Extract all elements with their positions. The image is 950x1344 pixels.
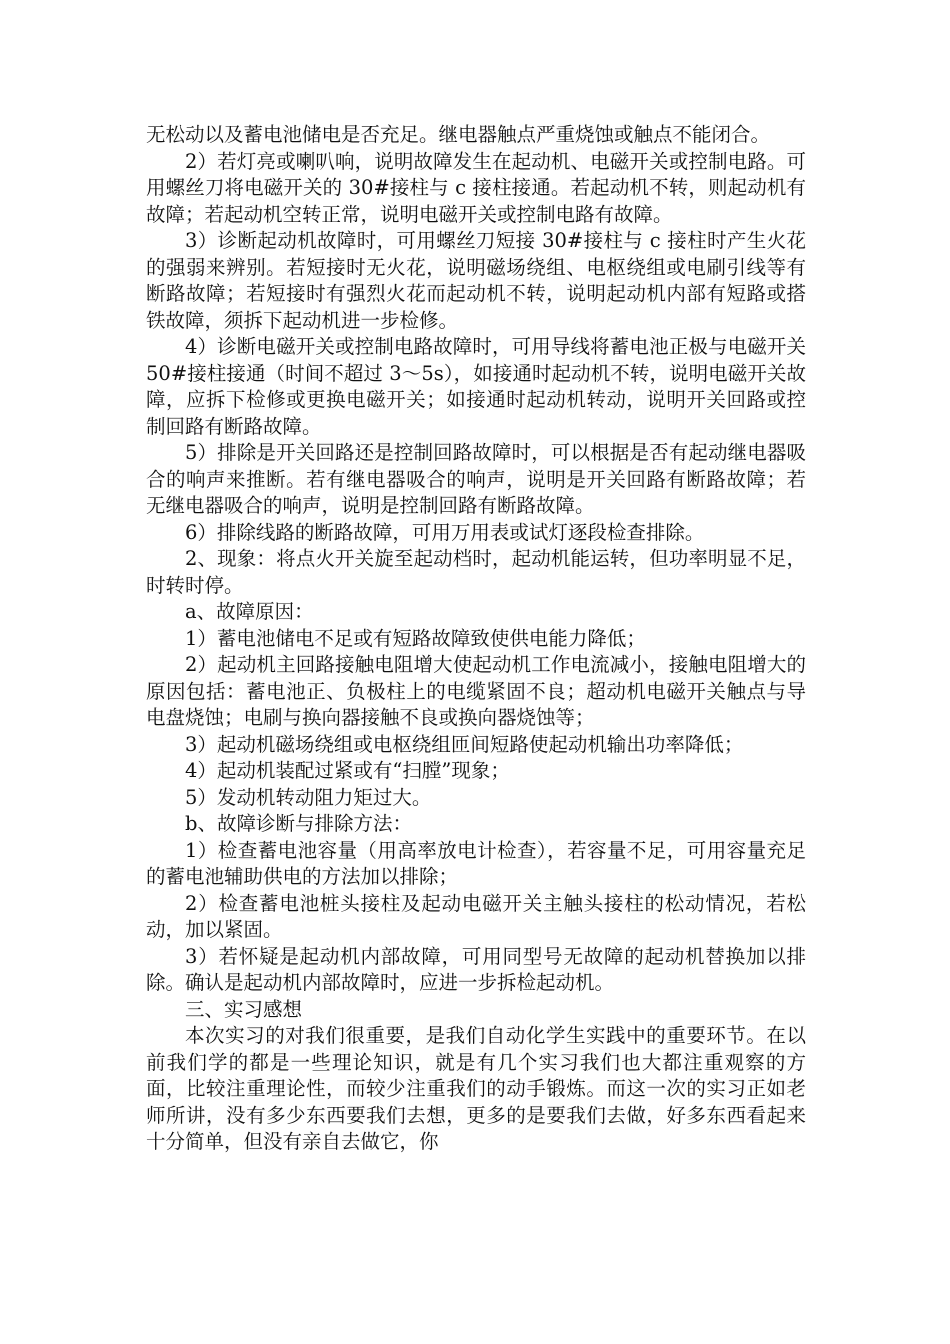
paragraph-13: 5）发动机转动阻力矩过大。	[185, 785, 432, 809]
paragraph-11: 3）起动机磁场绕组或电枢绕组匝间短路使起动机输出功率降低；	[185, 732, 744, 756]
paragraph-8: a、故障原因：	[185, 600, 314, 623]
paragraph-6: 6）排除线路的断路故障，可用万用表或试灯逐段检查排除。	[185, 520, 705, 544]
paragraph-7: 2、现象：将点火开关旋至起动档时，起动机能运转，但功率明显不足，时转时停。	[146, 547, 806, 597]
paragraph-19: 本次实习的对我们很重要，是我们自动化学生实践中的重要环节。在以前我们学的都是一些理论知识，就是有几个实习我们也大都注重观察的方面，比较注重理论性，而较少注重我们的动手锻炼。而这一次的实习正如老师所讲，没有多少东西要我们去想，更多的是要我们去做，好多东西看起来十分简单，但没有亲自去做它，你	[146, 1024, 806, 1153]
body-text	[146, 122, 806, 1156]
paragraph-5: 5）排除是开关回路还是控制回路故障时，可以根据是否有起动继电器吸合的响声来推断。若有继电器吸合的响声，说明是开关回路有断路故障；若无继电器吸合的响声，说明是控制回路有断路故障。	[146, 441, 806, 517]
paragraph-16: 2）检查蓄电池桩头接柱及起动电磁开关主触头接柱的松动情况，若松动，加以紧固。	[146, 891, 806, 941]
paragraph-1: 无松动以及蓄电池储电是否充足。继电器触点严重烧蚀或触点不能闭合。	[146, 123, 771, 146]
paragraph-10: 2）起动机主回路接触电阻增大使起动机工作电流减小，接触电阻增大的原因包括：蓄电池正、负极柱上的电缆紧固不良；超动机电磁开关触点与导电盘烧蚀；电刷与换向器接触不良或换向器烧蚀等；	[146, 653, 806, 729]
paragraph-9: 1）蓄电池储电不足或有短路故障致使供电能力降低；	[185, 626, 646, 650]
paragraph-4: 4）诊断电磁开关或控制电路故障时，可用导线将蓄电池正极与电磁开关 50#接柱接通（时间不超过 3～5s），如接通时起动机不转，说明电磁开关故障，应拆下检修或更换电磁开关；如接通时起动机转动，说明开关回路或控制回路有断路故障。	[146, 335, 806, 438]
paragraph-17: 3）若怀疑是起动机内部故障，可用同型号无故障的起动机替换加以排除。确认是起动机内部故障时，应进一步拆检起动机。	[146, 944, 806, 994]
section-heading: 三、实习感想	[185, 997, 303, 1021]
paragraph-14: b、故障诊断与排除方法：	[185, 812, 412, 835]
paragraph-12: 4）起动机装配过紧或有“扫膛”现象；	[185, 759, 510, 782]
paragraph-15: 1）检查蓄电池容量（用高率放电计检查），若容量不足，可用容量充足的蓄电池辅助供电的方法加以排除；	[146, 838, 806, 888]
paragraph-2: 2）若灯亮或喇叭响，说明故障发生在起动机、电磁开关或控制电路。可用螺丝刀将电磁开关的 30#接柱与 c 接柱接通。若起动机不转，则起动机有故障；若起动机空转正常，说明电磁开关或控制电路有故障。	[146, 149, 806, 226]
paragraph-3: 3）诊断起动机故障时，可用螺丝刀短接 30#接柱与 c 接柱时产生火花的强弱来辨别。若短接时无火花，说明磁场绕组、电枢绕组或电刷引线等有断路故障；若短接时有强烈火花而起动机不转，说明起动机内部有短路或搭铁故障，须拆下起动机进一步检修。	[146, 229, 806, 332]
